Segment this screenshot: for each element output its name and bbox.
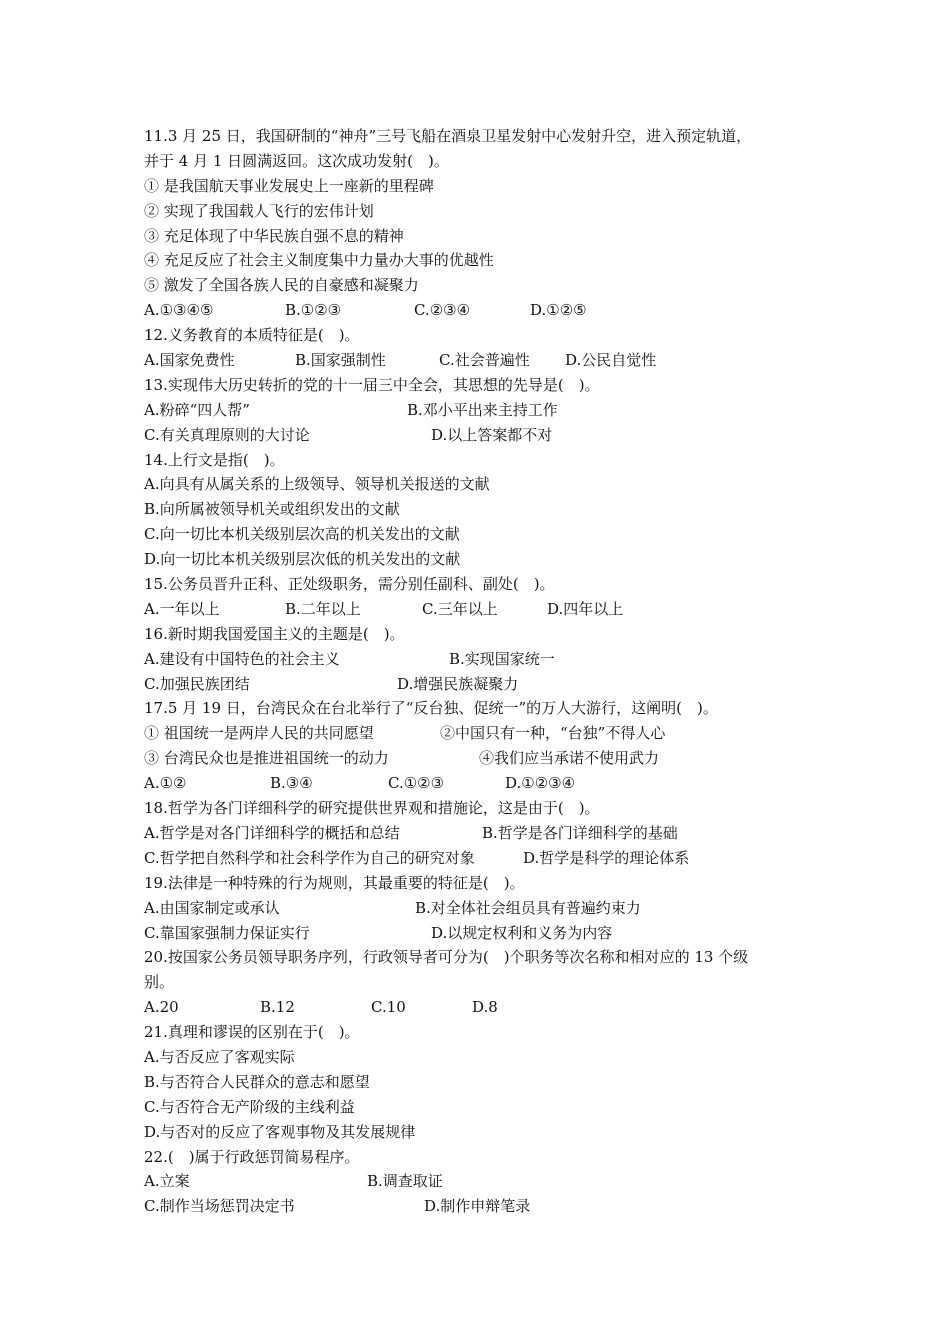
option-text: B.二年以上 [285, 599, 361, 618]
option-text: ④我们应当承诺不使用武力 [479, 749, 660, 768]
option-line [144, 821, 824, 846]
option-text: C.①②③ [388, 774, 445, 793]
option-line [144, 771, 824, 796]
option-text: A.向具有从属关系的上级领导、领导机关报送的文献 [144, 475, 490, 494]
option-text: D.四年以上 [547, 599, 624, 618]
option-line [144, 398, 824, 423]
option-text: A.哲学是对各门详细科学的概括和总结 [144, 823, 400, 842]
option-text: B.哲学是各门详细科学的基础 [482, 823, 678, 842]
option-line [144, 1120, 824, 1145]
option-text: A.一年以上 [144, 599, 220, 618]
option-text: A.立案 [144, 1172, 190, 1191]
option-line [144, 1194, 824, 1219]
option-text: ① 是我国航天事业发展史上一座新的里程碑 [144, 176, 434, 195]
question-text: 14.上行文是指( )。 [144, 450, 285, 469]
option-text: C.10 [371, 998, 406, 1017]
option-text: ② 实现了我国载人飞行的宏伟计划 [144, 201, 374, 220]
option-text: ④ 充足反应了社会主义制度集中力量办大事的优越性 [144, 251, 494, 270]
option-line [144, 647, 824, 672]
option-text: D.与否对的反应了客观事物及其发展规律 [144, 1122, 416, 1141]
option-line [144, 896, 824, 921]
question-line [144, 970, 824, 995]
option-text: D.8 [472, 998, 498, 1017]
question-line [144, 945, 824, 970]
option-text: B.实现国家统一 [449, 649, 555, 668]
option-text: B.邓小平出来主持工作 [407, 400, 558, 419]
option-text: B.③④ [270, 774, 313, 793]
option-text: ②中国只有一种，“台独”不得人心 [440, 724, 666, 743]
option-line [144, 298, 824, 323]
option-line [144, 1045, 824, 1070]
question-line [144, 448, 824, 473]
option-text: C.靠国家强制力保证实行 [144, 923, 310, 942]
option-text: A.国家免费性 [144, 351, 235, 370]
question-text: 18.哲学为各门详细科学的研究提供世界观和措施论，这是由于( )。 [144, 799, 600, 818]
question-line [144, 1145, 824, 1170]
option-text: B.对全体社会组员具有普遍约束力 [415, 898, 641, 917]
option-text: ① 祖国统一是两岸人民的共同愿望 [144, 724, 374, 743]
question-line [144, 149, 824, 174]
question-text: 别。 [144, 973, 175, 992]
question-text: 12.义务教育的本质特征是( )。 [144, 326, 360, 345]
question-line [144, 622, 824, 647]
question-line [144, 696, 824, 721]
option-text: B.12 [260, 998, 295, 1017]
option-text: C.向一切比本机关级别层次高的机关发出的文献 [144, 525, 460, 544]
option-text: D.哲学是科学的理论体系 [523, 848, 690, 867]
option-line [144, 224, 824, 249]
option-text: D.①②③④ [505, 774, 576, 793]
question-text: 22.( )属于行政惩罚简易程序。 [144, 1147, 360, 1166]
option-text: C.三年以上 [422, 599, 498, 618]
option-line [144, 199, 824, 224]
option-line [144, 547, 824, 572]
option-text: D.增强民族凝聚力 [397, 674, 519, 693]
option-text: ③ 台湾民众也是推进祖国统一的动力 [144, 749, 389, 768]
option-text: C.有关真理原则的大讨论 [144, 425, 310, 444]
option-text: D.向一切比本机关级别层次低的机关发出的文献 [144, 550, 461, 569]
question-line [144, 323, 824, 348]
option-line [144, 472, 824, 497]
option-text: ⑤ 激发了全国各族人民的自豪感和凝聚力 [144, 276, 419, 295]
question-text: 15.公务员晋升正科、正处级职务，需分别任副科、副处( )。 [144, 575, 555, 594]
option-line [144, 846, 824, 871]
option-line [144, 522, 824, 547]
question-text: 13.实现伟大历史转折的党的十一届三中全会，其思想的先导是( )。 [144, 375, 600, 394]
option-text: A.建设有中国特色的社会主义 [144, 649, 340, 668]
question-text: 16.新时期我国爱国主义的主题是( )。 [144, 624, 405, 643]
option-text: B.国家强制性 [295, 351, 386, 370]
question-line [144, 1020, 824, 1045]
question-text: 11.3 月 25 日，我国研制的“神舟”三号飞船在酒泉卫星发射中心发射升空，进入预定轨道， [144, 127, 752, 145]
option-line [144, 1169, 824, 1194]
option-line [144, 995, 824, 1020]
question-list [144, 124, 824, 1219]
option-line [144, 497, 824, 522]
option-text: B.与否符合人民群众的意志和愿望 [144, 1072, 370, 1091]
question-text: 17.5 月 19 日，台湾民众在台北举行了“反台独、促统一”的万人大游行，这阐明( )。 [144, 699, 718, 718]
option-text: A.①② [144, 774, 187, 793]
option-line [144, 921, 824, 946]
question-text: 20.按国家公务员领导职务序列，行政领导者可分为( )个职务等次名称和相对应的 13 个级 [144, 948, 749, 967]
option-text: D.制作申辩笔录 [424, 1197, 531, 1216]
option-line [144, 248, 824, 273]
option-text: A.与否反应了客观实际 [144, 1047, 295, 1066]
option-line [144, 721, 824, 746]
question-text: 21.真理和谬误的区别在于( )。 [144, 1023, 360, 1042]
option-text: B.向所属被领导机关或组织发出的文献 [144, 500, 400, 519]
option-line [144, 672, 824, 697]
option-line [144, 746, 824, 771]
option-text: D.以上答案都不对 [431, 425, 553, 444]
option-text: C.社会普遍性 [439, 351, 530, 370]
option-text: C.与否符合无产阶级的主线利益 [144, 1097, 355, 1116]
question-line [144, 373, 824, 398]
question-line [144, 572, 824, 597]
option-text: D.以规定权利和义务为内容 [431, 923, 613, 942]
option-line [144, 174, 824, 199]
option-text: C.加强民族团结 [144, 674, 250, 693]
question-text: 19.法律是一种特殊的行为规则，其最重要的特征是( )。 [144, 873, 525, 892]
option-text: D.公民自觉性 [565, 351, 657, 370]
option-text: A.粉碎“四人帮” [144, 400, 250, 419]
question-line [144, 871, 824, 896]
option-text: A.20 [144, 998, 179, 1017]
question-line [144, 796, 824, 821]
option-text: B.调查取证 [367, 1172, 443, 1191]
question-line [144, 124, 824, 149]
option-text: C.②③④ [414, 301, 471, 320]
option-text: C.制作当场惩罚决定书 [144, 1197, 295, 1216]
option-text: ③ 充足体现了中华民族自强不息的精神 [144, 226, 404, 245]
option-line [144, 1070, 824, 1095]
option-line [144, 348, 824, 373]
question-text: 并于 4 月 1 日圆满返回。这次成功发射( )。 [144, 151, 449, 170]
option-line [144, 273, 824, 298]
option-text: A.①③④⑤ [144, 301, 214, 320]
option-line [144, 1095, 824, 1120]
option-text: D.①②⑤ [530, 301, 587, 320]
option-line [144, 423, 824, 448]
option-line [144, 597, 824, 622]
option-text: C.哲学把自然科学和社会科学作为自己的研究对象 [144, 848, 475, 867]
option-text: B.①②③ [285, 301, 342, 320]
option-text: A.由国家制定或承认 [144, 898, 280, 917]
